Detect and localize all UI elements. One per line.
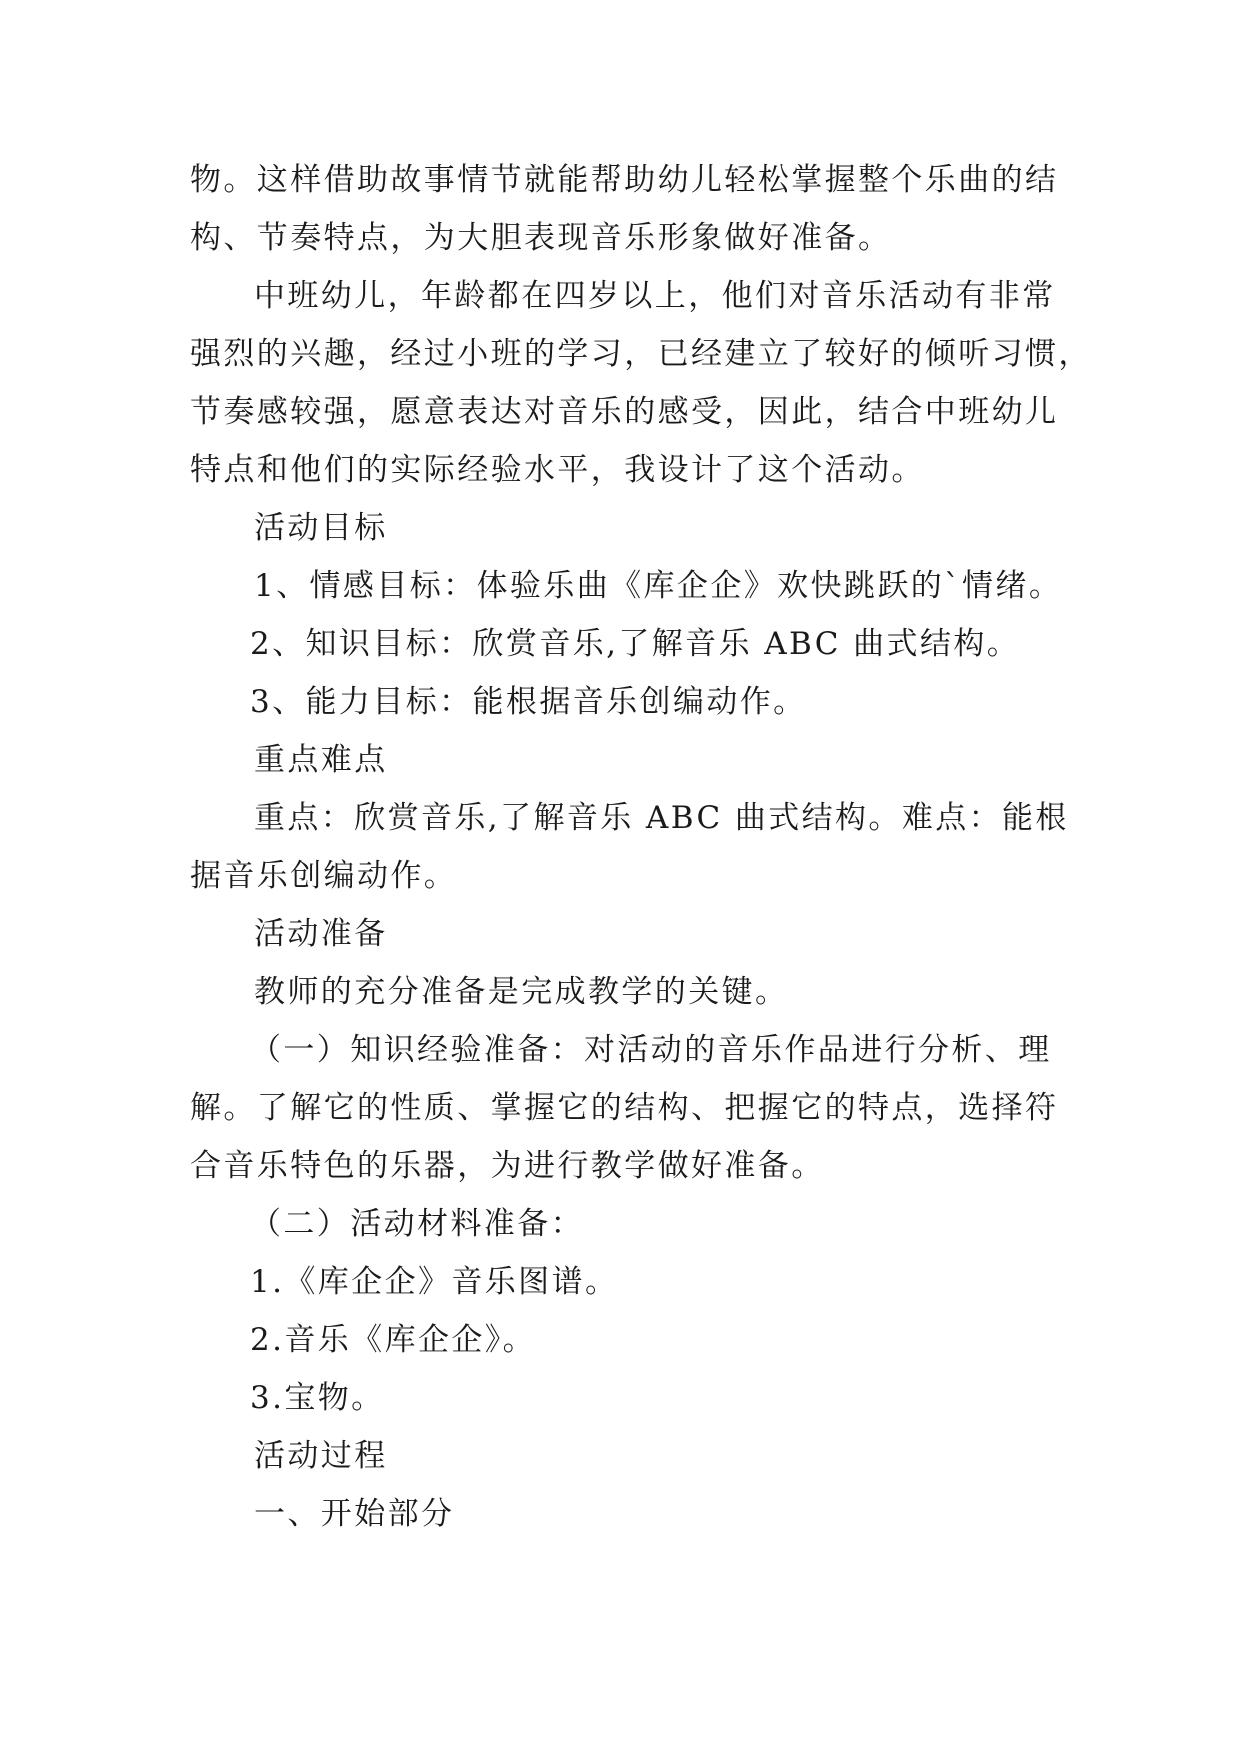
section-heading: 活动过程 (254, 1438, 388, 1474)
paragraph-line: 构、节奏特点，为大胆表现音乐形象做好准备。 (190, 220, 892, 256)
paragraph-line: 强烈的兴趣，经过小班的学习，已经建立了较好的倾听习惯， (190, 336, 1092, 372)
list-item: 2、知识目标：欣赏音乐,了解音乐 ABC 曲式结构。 (250, 626, 1021, 662)
paragraph-line: 特点和他们的实际经验水平，我设计了这个活动。 (190, 452, 925, 488)
list-item: 1、情感目标：体验乐曲《库企企》欢快跳跃的`情绪。 (254, 568, 1063, 604)
section-heading: 重点难点 (254, 742, 388, 778)
paragraph-line: 合音乐特色的乐器，为进行教学做好准备。 (190, 1148, 825, 1184)
list-item: 3.宝物。 (250, 1380, 385, 1416)
paragraph-line: 节奏感较强，愿意表达对音乐的感受，因此，结合中班幼儿 (190, 394, 1059, 430)
paragraph-line: 重点：欣赏音乐,了解音乐 ABC 曲式结构。难点：能根 (254, 800, 1069, 836)
paragraph-line: 教师的充分准备是完成教学的关键。 (254, 974, 789, 1010)
paragraph-line: 中班幼儿，年龄都在四岁以上，他们对音乐活动有非常 (254, 278, 1056, 314)
subsection-heading: （二）活动材料准备： (250, 1206, 584, 1242)
paragraph-line: 物。这样借助故事情节就能帮助幼儿轻松掌握整个乐曲的结 (190, 162, 1059, 198)
subsection-heading: 一、开始部分 (254, 1496, 455, 1532)
paragraph-line: （一）知识经验准备：对活动的音乐作品进行分析、理 (250, 1032, 1052, 1068)
paragraph-line: 据音乐创编动作。 (190, 858, 458, 894)
paragraph-line: 解。了解它的性质、掌握它的结构、把握它的特点，选择符 (190, 1090, 1059, 1126)
section-heading: 活动目标 (254, 510, 388, 546)
list-item: 1.《库企企》音乐图谱。 (250, 1264, 619, 1300)
section-heading: 活动准备 (254, 916, 388, 952)
list-item: 2.音乐《库企企》。 (250, 1322, 537, 1358)
list-item: 3、能力目标：能根据音乐创编动作。 (250, 684, 807, 720)
